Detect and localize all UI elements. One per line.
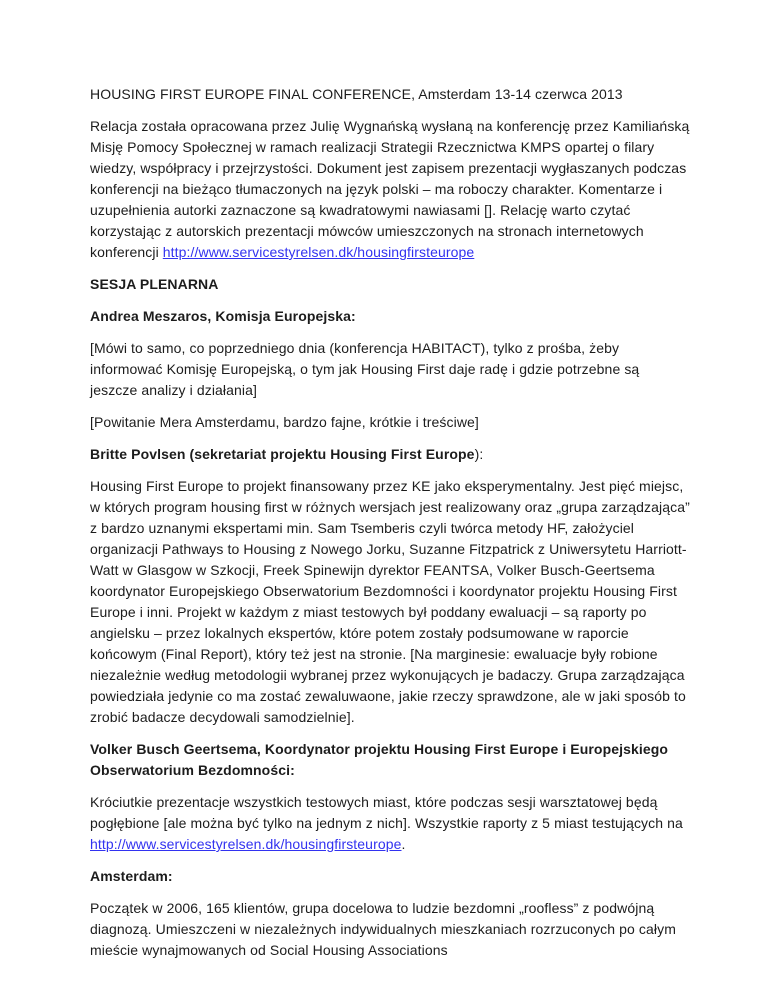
povlsen-heading-tail: ): xyxy=(474,446,484,462)
geertsema-paragraph xyxy=(90,792,690,855)
reports-url-link[interactable]: http://www.servicestyrelsen.dk/housingfirsteurope xyxy=(90,836,402,852)
geertsema-text-tail: . xyxy=(401,836,406,852)
amsterdam-paragraph: Początek w 2006, 165 klientów, grupa docelowa to ludzie bezdomni „roofless” z podwójną diagnozą. Umieszczeni w niezależnych indywidualnych mieszkaniach rozrzuconych po całym mieście wynajmowanych od Social Housing Associations xyxy=(90,900,676,958)
plenary-session-heading: SESJA PLENARNA xyxy=(90,276,219,292)
speaker-heading-geertsema: Volker Busch Geertsema, Koordynator projektu Housing First Europe i Europejskiego Obserwatorium Bezdomności: xyxy=(90,741,669,778)
speaker-heading-povlsen xyxy=(90,444,690,465)
conference-url-rest[interactable]: www.servicestyrelsen.dk/housingfirsteurope xyxy=(198,244,475,260)
meszaros-note-2: [Powitanie Mera Amsterdamu, bardzo fajne, krótkie i treściwe] xyxy=(90,414,479,430)
intro-text: Relacja została opracowana przez Julię Wygnańską wysłaną na konferencję przez Kamiliańską Misję Pomocy Społecznej w ramach realizacji Strategii Rzecznictwa KMPS opartej o filary wiedzy, współpracy i przejrzystości. Dokument jest zapisem prezentacji wygłaszanych podczas konferencji na bieżąco tłumaczonych na język polski – ma roboczy charakter. Komentarze i uzupełnienia autorki zaznaczone są kwadratowymi nawiasami []. Relację warto czytać korzystając z autorskich prezentacji mówców umieszczonych na stronach internetowych konferencji xyxy=(90,118,690,260)
geertsema-text: Króciutkie prezentacje wszystkich testowych miast, które podczas sesji warsztatowej będą pogłębione [ale można być tylko na jednym z nich]. Wszystkie raporty z 5 miast testujących na xyxy=(90,794,683,831)
intro-paragraph xyxy=(90,116,690,263)
povlsen-heading-bold: Britte Povlsen (sekretariat projektu Housing First Europe xyxy=(90,446,475,462)
meszaros-note-1: [Mówi to samo, co poprzedniego dnia (konferencja HABITACT), tylko z prośba, żeby informować Komisję Europejską, o tym jak Housing First daje radę i gdzie potrzebne są jeszcze analizy i działania] xyxy=(90,340,640,398)
document-title: HOUSING FIRST EUROPE FINAL CONFERENCE, Amsterdam 13-14 czerwca 2013 xyxy=(90,86,623,102)
conference-url-link[interactable] xyxy=(163,244,475,260)
city-heading-amsterdam: Amsterdam: xyxy=(90,868,173,884)
speaker-heading-meszaros: Andrea Meszaros, Komisja Europejska: xyxy=(90,308,356,324)
conference-url-protocol[interactable]: http:// xyxy=(162,244,199,260)
povlsen-paragraph: Housing First Europe to projekt finansowany przez KE jako eksperymentalny. Jest pięć miejsc, w których program housing first w różnych wersjach jest realizowany oraz „grupa zarządzająca” z bardzo uznanymi ekspertami min. Sam Tsemberis czyli twórca metody HF, założyciel organizacji Pathways to Housing z Nowego Jorku, Suzanne Fitzpatrick z Uniwersytetu Harriott-Watt w Glasgow w Szkocji, Freek Spinewijn dyrektor FEANTSA, Volker Busch-Geertsema koordynator Europejskiego Obserwatorium Bezdomności i koordynator projektu Housing First Europe i inni. Projekt w każdym z miast testowych był poddany ewaluacji – są raporty po angielsku – przez lokalnych ekspertów, które potem zostały podsumowane w raporcie końcowym (Final Report), który też jest na stronie. [Na marginesie: ewaluacje były robione niezależnie według metodologii wybranej przez wykonujących je badaczy. Grupa zarządzająca powiedziała jedynie co ma zostać zewaluwaone, jakie rzeczy sprawdzone, ale w jaki sposób to zrobić badacze decydowali samodzielnie]. xyxy=(90,478,690,725)
